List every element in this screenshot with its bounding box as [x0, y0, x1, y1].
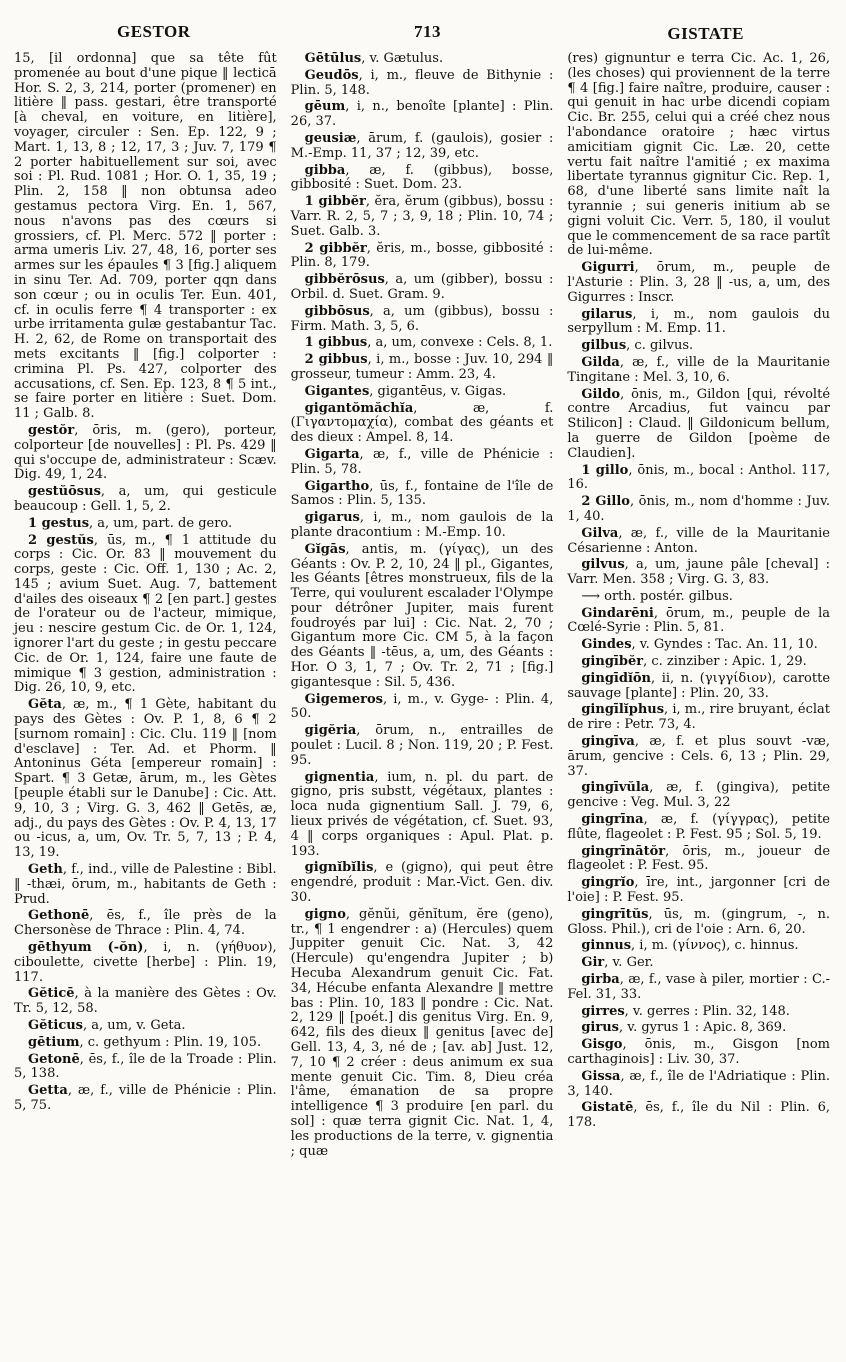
running-head-left: GESTOR: [117, 22, 191, 41]
dictionary-entry: 1 gibbus, a, um, convexe : Cels. 8, 1.: [304, 335, 553, 351]
dictionary-entry: Gindes, v. Gyndes : Tac. An. 11, 10.: [581, 637, 818, 653]
dictionary-entry: 2 gibbus, i, m., bosse : Juv. 10, 294 ‖ grosseur, tumeur : Amm. 23, 4.: [290, 352, 554, 382]
dictionary-entry: gingrīna, æ, f. (γίγγρας), petite flûte, flageolet : P. Fest. 95 ; Sol. 5, 19.: [567, 812, 831, 842]
page-number: 713: [414, 22, 441, 41]
dictionary-entry: gibbĕrōsus, a, um (gibber), bossu : Orbil. d. Suet. Gram. 9.: [290, 272, 554, 302]
columns: [14, 52, 830, 1161]
dictionary-entry: Gildo, ōnis, m., Gildon [qui, révolté contre Arcadius, fut vaincu par Stilicon] : Claud. ‖ Gildonicum bellum, la guerre de Gildon [poème de Claudien].: [567, 386, 831, 461]
dictionary-entry: gēum, i, n., benoîte [plante] : Plin. 26, 37.: [290, 99, 554, 130]
dictionary-entry: Gētūlus, v. Gætulus.: [304, 51, 444, 66]
dictionary-entry: Gir, v. Ger.: [581, 955, 654, 971]
dictionary-entry: gingrītŭs, ūs, m. (gingrum, -, n. Gloss. Phil.), cri de l'oie : Arn. 6, 20.: [567, 906, 831, 937]
dictionary-entry: 1 gillo, ōnis, m., bocal : Anthol. 117, 16.: [567, 462, 831, 493]
dictionary-entry: Getta, æ, f., ville de Phénicie : Plin. 5, 75.: [14, 1083, 277, 1113]
dictionary-entry: 2 gibbĕr, ĕris, m., bosse, gibbosité : Plin. 8, 179.: [290, 240, 554, 271]
dictionary-entry: Getonē, ēs, f., île de la Troade : Plin. 5, 138.: [14, 1051, 277, 1082]
dictionary-entry: Gigemeros, i, m., v. Gyge- : Plin. 4, 50.: [290, 691, 554, 722]
dictionary-entry: gigno, gĕnŭi, gĕnĭtum, ĕre (geno), tr., ¶ 1 engendrer : a) (Hercules) quem Juppiter genuit Cic. Nat. 3, 42 (Hercule) qu'engendra Jupiter ; b) Hecuba Alexandrum genuit Cic. Fat. 34, Hécube enfanta Alexandre ‖ mettre bas : Plin. 10, 183 ‖ pondre : Cic. Nat. 2, 129 ‖ [poét.] dis genitus Virg. En. 9, 642, fils des dieux ‖ genitus [avec de] Gell. 13, 4, 3, né de ; [av. ab] Just. 12, 7, 10 ¶ 2 créer : deus animum ex sua mente genuit Cic. Tim. 8, Dieu créa l'âme, émanation de sa propre intelligence ¶ 3 produire [en parl. du sol] : quæ terra gignit Cic. Nat. 1, 4, les productions de la terre, v. gignentia ; quæ: [290, 906, 554, 1159]
dictionary-entry: gēthyum (-ŏn), i, n. (γήθυον), ciboulette, civette [herbe] : Plin. 19, 117.: [14, 940, 277, 985]
page-header: [14, 18, 830, 52]
dictionary-entry: Gindarēni, ōrum, m., peuple de la Cœlé-Syrie : Plin. 5, 81.: [567, 605, 831, 636]
dictionary-entry: ⟶ orth. postér. gilbus.: [581, 588, 733, 604]
dictionary-entry: (res) gignuntur e terra Cic. Ac. 1, 26, (les choses) qui proviennent de la terre ¶ 4 [fig.] faire naître, produire, causer : qui genuit in hac urbe dicendi copiam Cic. Br. 255, celui qui a créé chez nous l'abondance oratoire ; hæc virtus amicitiam gignit Cic. Læ. 20, cette vertu fait naître l'amitié ; ex maxima libertate tyrannus gignitur Cic. Rep. 1, 68, d'une liberté sans limite naît la tyrannie ; sui generis initium ab se gigni voluit Cic. Verr. 5, 180, il voulut que le commencement de sa race partît de lui-même.: [567, 51, 831, 259]
dictionary-entry: Gisgo, ōnis, m., Gisgon [nom carthaginois] : Liv. 30, 37.: [567, 1037, 831, 1067]
dictionary-entry: 15, [il ordonna] que sa tête fût promenée au bout d'une pique ‖ lecticā Hor. S. 2, 3, 214, porter (promener) en litière ‖ pass. gestari, être transporté [à cheval, en voiture, en litière], voyager, circuler : Sen. Ep. 122, 9 ; Mart. 1, 13, 8 ; 12, 17, 3 ; Juv. 7, 179 ¶ 2 porter habituellement sur soi, avec soi : Pl. Rud. 1081 ; Hor. O. 1, 35, 19 ; Plin. 2, 158 ‖ non obtunsa adeo gestamus pectora Virg. En. 1, 567, nous n'avons pas des cœurs si grossiers, cf. Pl. Merc. 572 ‖ porter : arma umeris Liv. 27, 48, 16, porter ses armes sur les épaules ¶ 3 [fig.] aliquem in sinu Ter. Ad. 709, porter qqn dans son cœur ; ou in oculis Ter. Eun. 401, cf. in oculis ferre ¶ 4 transporter : ex urbe irritamenta gulæ gestabantur Tac. H. 2, 62, de Rome on transportait des mets excitants ‖ [fig.] colporter : crimina Pl. Ps. 427, colporter des accusations, cf. Sen. Ep. 123, 8 ¶ 5 int., se faire porter en litière : Suet. Dom. 11 ; Galb. 8.: [14, 51, 277, 422]
dictionary-entry: 2 gestŭs, ūs, m., ¶ 1 attitude du corps : Cic. Or. 83 ‖ mouvement du corps, geste : Cic. Off. 1, 130 ; Ac. 2, 145 ; avium Suet. Aug. 7, battement d'ailes des oiseaux ¶ 2 [en part.] gestes de l'orateur ou de l'acteur, mimique, jeu : nescire gestum Cic. de Or. 1, 124, ignorer l'art du geste ; in gestu peccare Cic. de Or. 1, 124, faire une faute de mimique ¶ 3 gestion, administration : Dig. 26, 10, 9, etc.: [14, 532, 277, 696]
dictionary-entry: Gigurri, ōrum, m., peuple de l'Asturie : Plin. 3, 28 ‖ -us, a, um, des Gigurres : Inscr.: [567, 260, 831, 305]
dictionary-entry: gingīlĭphus, i, m., rire bruyant, éclat de rire : Petr. 73, 4.: [567, 702, 831, 733]
dictionary-entry: Gigarta, æ, f., ville de Phénicie : Plin. 5, 78.: [290, 446, 554, 477]
dictionary-entry: Gilva, æ, f., ville de la Mauritanie Césarienne : Anton.: [567, 525, 831, 556]
dictionary-entry: Gilda, æ, f., ville de la Mauritanie Tingitane : Mel. 3, 10, 6.: [567, 354, 831, 385]
running-head-right: GISTATE: [667, 24, 744, 43]
dictionary-entry: Gissa, æ, f., île de l'Adriatique : Plin. 3, 140.: [567, 1068, 831, 1099]
dictionary-entry: gilvus, a, um, jaune pâle [cheval] : Varr. Men. 358 ; Virg. G. 3, 83.: [567, 557, 831, 588]
dictionary-entry: Geudōs, i, m., fleuve de Bithynie : Plin. 5, 148.: [290, 67, 554, 98]
dictionary-entry: Gĕta, æ, m., ¶ 1 Gète, habitant du pays des Gètes : Ov. P. 1, 8, 6 ¶ 2 [surnom romain] : Cic. Clu. 119 ‖ [nom d'esclave] : Ter. Ad. et Phorm. ‖ Antoninus Géta [empereur romain] : Spart. ¶ 3 Getæ, ārum, m., les Gètes [peuple établi sur le Danube] : Cic. Att. 9, 10, 3 ; Virg. G. 3, 462 ‖ Getēs, æ, adj., du pays des Gètes : Ov. P. 4, 13, 17 ou -icus, a, um, Ov. Tr. 5, 7, 13 ; P. 4, 13, 19.: [14, 697, 277, 861]
column-middle: [291, 52, 554, 1161]
dictionary-entry: Gigantes, gigantēus, v. Gigas.: [304, 383, 507, 399]
dictionary-entry: gingīva, æ, f. et plus souvt -væ, ārum, gencive : Cels. 6, 13 ; Plin. 29, 37.: [567, 734, 831, 779]
dictionary-entry: gilarus, i, m., nom gaulois du serpyllum : M. Emp. 11.: [567, 306, 831, 337]
dictionary-entry: gignentia, ium, n. pl. du part. de gigno, pris substt, végétaux, plantes : loca nuda gignentium Sall. J. 79, 6, lieux privés de végétation, cf. Suet. 93, 4 ‖ corps organiques : Apul. Plat. p. 193.: [290, 769, 554, 859]
dictionary-entry: 2 Gillo, ōnis, m., nom d'homme : Juv. 1, 40.: [567, 494, 831, 524]
dictionary-entry: gilbus, c. gilvus.: [581, 338, 694, 354]
dictionary-entry: gignĭbĭlis, e (gigno), qui peut être engendré, produit : Mar.-Vict. Gen. div. 30.: [290, 860, 554, 906]
dictionary-entry: gestŭōsus, a, um, qui gesticule beaucoup : Gell. 1, 5, 2.: [14, 484, 277, 514]
dictionary-entry: gingīvŭla, æ, f. (gingiva), petite gencive : Veg. Mul. 3, 22: [567, 780, 831, 811]
dictionary-entry: gingrīnātŏr, ōris, m., joueur de flageolet : P. Fest. 95.: [567, 843, 831, 874]
dictionary-entry: gētium, c. gethyum : Plin. 19, 105.: [28, 1034, 262, 1050]
dictionary-entry: ginnus, i, m. (γίννος), c. hinnus.: [581, 938, 799, 954]
dictionary-entry: Gigartho, ūs, f., fontaine de l'île de Samos : Plin. 5, 135.: [290, 478, 554, 509]
dictionary-entry: Gĭgās, antis, m. (γίγας), un des Géants : Ov. P. 2, 10, 24 ‖ pl., Gigantes, les Géants [êtres monstrueux, fils de la Terre, qui voulurent escalader l'Olympe pour détrôner Jupiter, mais furent foudroyés par lui] : Cic. Nat. 2, 70 ; Gigantum more Cic. CM 5, à la façon des Géants ‖ -tēus, a, um, des Géants : Hor. O 3, 1, 7 ; Ov. Tr. 2, 71 ; [fig.] gigantesque : Sil. 5, 436.: [290, 541, 554, 690]
dictionary-entry: Gĕticus, a, um, v. Geta.: [28, 1018, 186, 1033]
dictionary-entry: 1 gibbĕr, ĕra, ĕrum (gibbus), bossu : Varr. R. 2, 5, 7 ; 3, 9, 18 ; Plin. 10, 74 ; Suet. Galb. 3.: [290, 194, 554, 239]
dictionary-entry: gigantŏmăchĭa, æ, f. (Γιγαντομαχία), combat des géants et des dieux : Ampel. 8, 14.: [290, 400, 554, 446]
dictionary-entry: gigarus, i, m., nom gaulois de la plante dracontium : M.-Emp. 10.: [290, 510, 554, 540]
dictionary-entry: gibba, æ, f. (gibbus), bosse, gibbosité : Suet. Dom. 23.: [290, 162, 554, 193]
dictionary-entry: gingībĕr, c. zinziber : Apic. 1, 29.: [581, 654, 807, 670]
dictionary-entry: girres, v. gerres : Plin. 32, 148.: [581, 1003, 790, 1019]
dictionary-entry: Gethonē, ēs, f., île près de la Chersonèse de Thrace : Plin. 4, 74.: [14, 908, 277, 939]
dictionary-entry: Gĕticē, à la manière des Gètes : Ov. Tr. 5, 12, 58.: [14, 986, 277, 1017]
dictionary-entry: geusiæ, ārum, f. (gaulois), gosier : M.-Emp. 11, 37 ; 12, 39, etc.: [290, 130, 554, 161]
dictionary-entry: gigĕria, ōrum, n., entrailles de poulet : Lucil. 8 ; Non. 119, 20 ; P. Fest. 95.: [290, 723, 554, 768]
column-right: [567, 52, 830, 1161]
dictionary-entry: Geth, f., ind., ville de Palestine : Bibl. ‖ -thæi, ōrum, m., habitants de Geth : Prud.: [14, 862, 277, 907]
dictionary-entry: 1 gestus, a, um, part. de gero.: [28, 515, 233, 531]
dictionary-entry: Gistatē, ēs, f., île du Nil : Plin. 6, 178.: [567, 1100, 831, 1131]
dictionary-entry: girba, æ, f., vase à piler, mortier : C.- Fel. 31, 33.: [567, 972, 831, 1002]
dictionary-entry: gingīdĭōn, ii, n. (γιγγίδιον), carotte sauvage [plante] : Plin. 20, 33.: [567, 670, 831, 701]
dictionary-entry: gestŏr, ōris, m. (gero), porteur, colporteur [de nouvelles] : Pl. Ps. 429 ‖ qui s'occupe de, administrateur : Scæv. Dig. 49, 1, 24.: [14, 422, 277, 483]
column-left: [14, 52, 277, 1161]
dictionary-entry: gibbōsus, a, um (gibbus), bossu : Firm. Math. 3, 5, 6.: [290, 303, 554, 334]
dictionary-entry: girus, v. gyrus 1 : Apic. 8, 369.: [581, 1020, 787, 1036]
dictionary-entry: gingrĭo, īre, int., jargonner [cri de l'oie] : P. Fest. 95.: [567, 875, 831, 906]
